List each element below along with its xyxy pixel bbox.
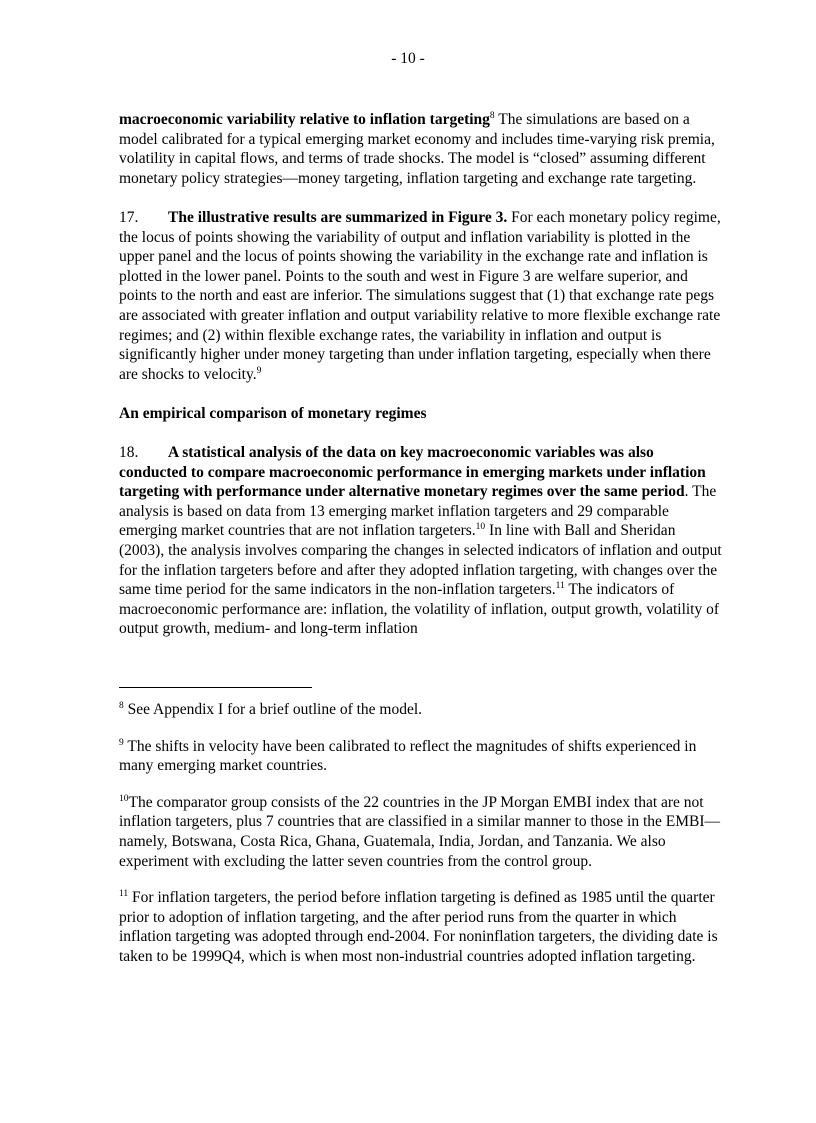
footnote-text: The comparator group consists of the 22 countries in the JP Morgan EMBI index that are not inflation targeters, plus 7 countries that are classified in a similar manner to those in the EMBI—namely, Botswana, Costa Rica, Ghana, Guatemala, India, Jordan, and Tanzania. We also experiment with excluding the latter seven countries from the control group.: [119, 793, 721, 870]
footnote-number: 8: [119, 700, 124, 711]
paragraph-intro: [119, 110, 724, 188]
page-number: - 10 -: [391, 50, 425, 67]
footnote-ref-8[interactable]: 8: [489, 110, 495, 121]
paragraph-17: [119, 208, 724, 384]
paragraph-number: 18.: [119, 444, 139, 462]
p18-text-3: The indicators of macroeconomic performance are: inflation, the volatility of inflation, output growth, volatility of output growth, medium- and long-term inflation: [119, 581, 720, 638]
p17-bold-lead: The illustrative results are summarized in Figure 3.: [168, 208, 508, 226]
footnote-number: 10: [119, 793, 129, 804]
footnote-text: For inflation targeters, the period before inflation targeting is defined as 1985 until the quarter prior to adoption of inflation targeting, and the after period runs from the quarter in which inflation targeting was adopted through end-2004. For noninflation targeters, the dividing date is taken to be 1999Q4, which is when most non-industrial countries adopted inflation targeting.: [119, 889, 718, 965]
intro-text: The simulations are based on a model calibrated for a typical emerging market economy and includes time-varying risk premia, volatility in capital flows, and terms of trade shocks. The model is “closed” assuming different monetary policy strategies—money targeting, inflation targeting and exchange rate targeting.: [119, 111, 715, 187]
footnote-ref-9[interactable]: 9: [256, 365, 262, 376]
body-text: [119, 110, 724, 659]
section-heading: An empirical comparison of monetary regimes: [119, 404, 427, 422]
footnote-separator: [119, 687, 312, 688]
footnote-9: [119, 737, 724, 776]
footnotes: [119, 700, 724, 984]
footnote-ref-11[interactable]: 11: [555, 581, 565, 592]
footnote-11: [119, 888, 724, 966]
p18-text-1: . The analysis is based on data from 13 emerging market inflation targeters and 29 comparable emerging market countries that are not inflation targeters.: [119, 483, 717, 540]
paragraph-18: [119, 443, 724, 639]
p17-text: For each monetary policy regime, the locus of points showing the variability of output and inflation variability is plotted in the upper panel and the locus of points showing the variability in the exchange rate and inflation is plotted in the lower panel. Points to the south and west in Figure 3 are welfare superior, and points to the north and east are inferior. The simulations suggest that (1) that exchange rate pegs are associated with greater inflation and output variability relative to more flexible exchange rate regimes; and (2) within flexible exchange rates, the variability in inflation and output is significantly higher under money targeting than under inflation targeting, especially when there are shocks to velocity.: [119, 208, 721, 383]
footnote-number: 9: [119, 737, 124, 748]
footnote-ref-10[interactable]: 10: [475, 522, 486, 533]
paragraph-number: 17.: [119, 208, 139, 226]
footnote-text: See Appendix I for a brief outline of the model.: [123, 701, 423, 718]
footnote-8: [119, 700, 724, 720]
p18-bold-lead: A statistical analysis of the data on key macroeconomic variables was also conducted to compare macroeconomic performance in emerging markets under inflation targeting with performance under alternative monetary regimes over the same period: [119, 444, 706, 501]
footnote-text: The shifts in velocity have been calibrated to reflect the magnitudes of shifts experienced in many emerging market countries.: [119, 737, 697, 775]
intro-bold-lead: macroeconomic variability relative to inflation targeting: [119, 111, 490, 128]
footnote-10: [119, 793, 724, 871]
footnote-number: 11: [119, 889, 129, 899]
p18-text-2: In line with Ball and Sheridan (2003), the analysis involves comparing the changes in selected indicators of inflation and output for the inflation targeters before and after they adopted inflation targeting, with changes over the same time period for the same indicators in the non-inflation targeters.: [119, 522, 722, 599]
